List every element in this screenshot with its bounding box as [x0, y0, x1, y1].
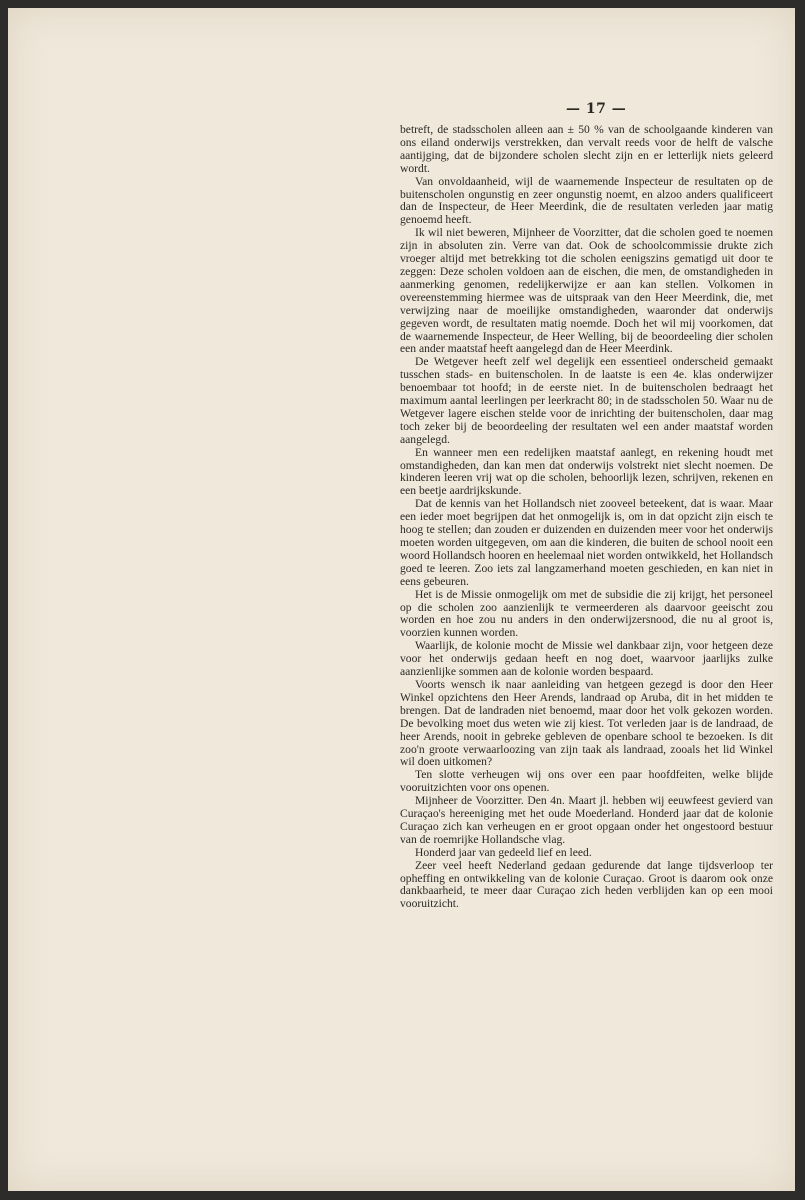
paragraph: Waarlijk, de kolonie mocht de Missie wel dankbaar zijn, voor hetgeen deze voor het onderwijs gedaan heeft en nog doet, waarvoor jaarlijks zulke aanzienlijke sommen aan de kolonie worden bespaard.	[400, 639, 773, 679]
paragraph: Het is de Missie onmogelijk om met de subsidie die zij krijgt, het personeel op die scholen zoo aanzienlijk te vermeerderen als daarvoor geeischt zou worden en hoe zou nu anders in den onderwijzersnood, die nu al groot is, voorzien kunnen worden.	[400, 587, 773, 640]
document-page	[8, 8, 795, 1191]
paragraph: De Wetgever heeft zelf wel degelijk een essentieel onderscheid gemaakt tusschen stads- en buitenscholen. In de laatste is een 4e. klas onderwijzer benoembaar tot hoofd; in de eerste niet. In de buitenscholen bedraagt het maximum aantal leerlingen per leerkracht 80; in de stadsscholen 50. Waar nu de Wetgever lagere eischen stelde voor de inrichting der buitenscholen, daar mag toch zeker bij de beoordeeling der resultaten wel een ander maatstaf worden aangelegd.	[400, 355, 773, 446]
paragraph: Dat de kennis van het Hollandsch niet zooveel beteekent, dat is waar. Maar een ieder moet begrijpen dat het onmogelijk is, om in dat opzicht zijn eisch te hoog te stellen; dan zouden er duizenden en duizenden meer voor het onderwijs moeten worden uitgegeven, om aan die kinderen, die buiten de school nooit een woord Hollandsch hooren en heelemaal niet worden ontwikkeld, het Hollandsch goed te leeren. Zoo iets zal langzamerhand moeten geschieden, en kan niet in eens gebeuren.	[400, 497, 773, 588]
paragraph: Ten slotte verheugen wij ons over een paar hoofdfeiten, welke blijde vooruitzichten voor ons openen.	[400, 768, 773, 795]
paragraph: Ik wil niet beweren, Mijnheer de Voorzitter, dat die scholen goed te noemen zijn in absoluten zin. Verre van dat. Ook de schoolcommissie drukte zich vroeger altijd met betrekking tot die scholen eenigszins gematigd uit door te zeggen: Deze scholen voldoen aan de eischen, die men, de omstandigheden in aanmerking genomen, redelijkerwijze er aan kan stellen. Volkomen in overeenstemming hiermee was de uitspraak van den Heer Meerdink, die, met verwijzing naar de moeilijke omstandigheden, waaronder dat onderwijs gegeven wordt, de resultaten matig noemde. Doch het wil mij voorkomen, dat de waarnemende Inspecteur, de Heer Welling, bij de beoordeeling dier scholen een ander maatstaf heeft aangelegd dan de Heer Meerdink.	[400, 226, 773, 356]
paragraph: Zeer veel heeft Nederland gedaan gedurende dat lange tijdsverloop ter opheffing en ontwikkeling van de kolonie Curaçao. Groot is daarom ook onze dankbaarheid, te meer daar Curaçao zich heden verblijden kan op een mooi vooruitzicht.	[400, 858, 773, 911]
paragraph: En wanneer men een redelijken maatstaf aanlegt, en rekening houdt met omstandigheden, dan kan men dat onderwijs volstrekt niet slecht noemen. De kinderen leeren vrij wat op die scholen, behoorlijk lezen, schrijven, rekenen en een beetje aardrijkskunde.	[400, 445, 773, 498]
page-number: — 17 —	[566, 101, 627, 117]
paragraph: Van onvoldaanheid, wijl de waarnemende Inspecteur de resultaten op de buitenscholen ongunstig en zeer ongunstig noemt, en alzoo anders qualificeert dan de Inspecteur, de Heer Meerdink, die de resultaten verleden jaar matig genoemd heeft.	[400, 174, 773, 227]
paragraph: Voorts wensch ik naar aanleiding van hetgeen gezegd is door den Heer Winkel opzichtens den Heer Arends, landraad op Aruba, dit in het midden te brengen. Dat de landraden niet benoemd, maar door het volk gekozen worden. De bevolking moet dus weten wie zij kiest. Tot verleden jaar is de landraad, de heer Arends, nooit in gebreke gebleven de openbare school te bezoeken. Is dit zoo'n groote verwaarloozing van zijn taak als landraad, zooals het lid Winkel wil doen uitkomen?	[400, 677, 773, 769]
text-column	[400, 124, 773, 911]
paragraph: Mijnheer de Voorzitter. Den 4n. Maart jl. hebben wij eeuwfeest gevierd van Curaçao's hereeniging met het oude Moederland. Honderd jaar dat de kolonie Curaçao zich kan verheugen en er groot opgaan onder het ongestoord bestuur van de roemrijke Hollandsche vlag.	[400, 794, 773, 846]
paragraph: Honderd jaar van gedeeld lief en leed.	[415, 845, 592, 859]
paragraph: betreft, de stadsscholen alleen aan ± 50 % van de schoolgaande kinderen van ons eiland onderwijs verstrekken, dan vervalt reeds voor de helft de valsche aantijging, dat de bijzondere scholen slecht zijn en er letterlijk niets geleerd wordt.	[400, 123, 773, 175]
